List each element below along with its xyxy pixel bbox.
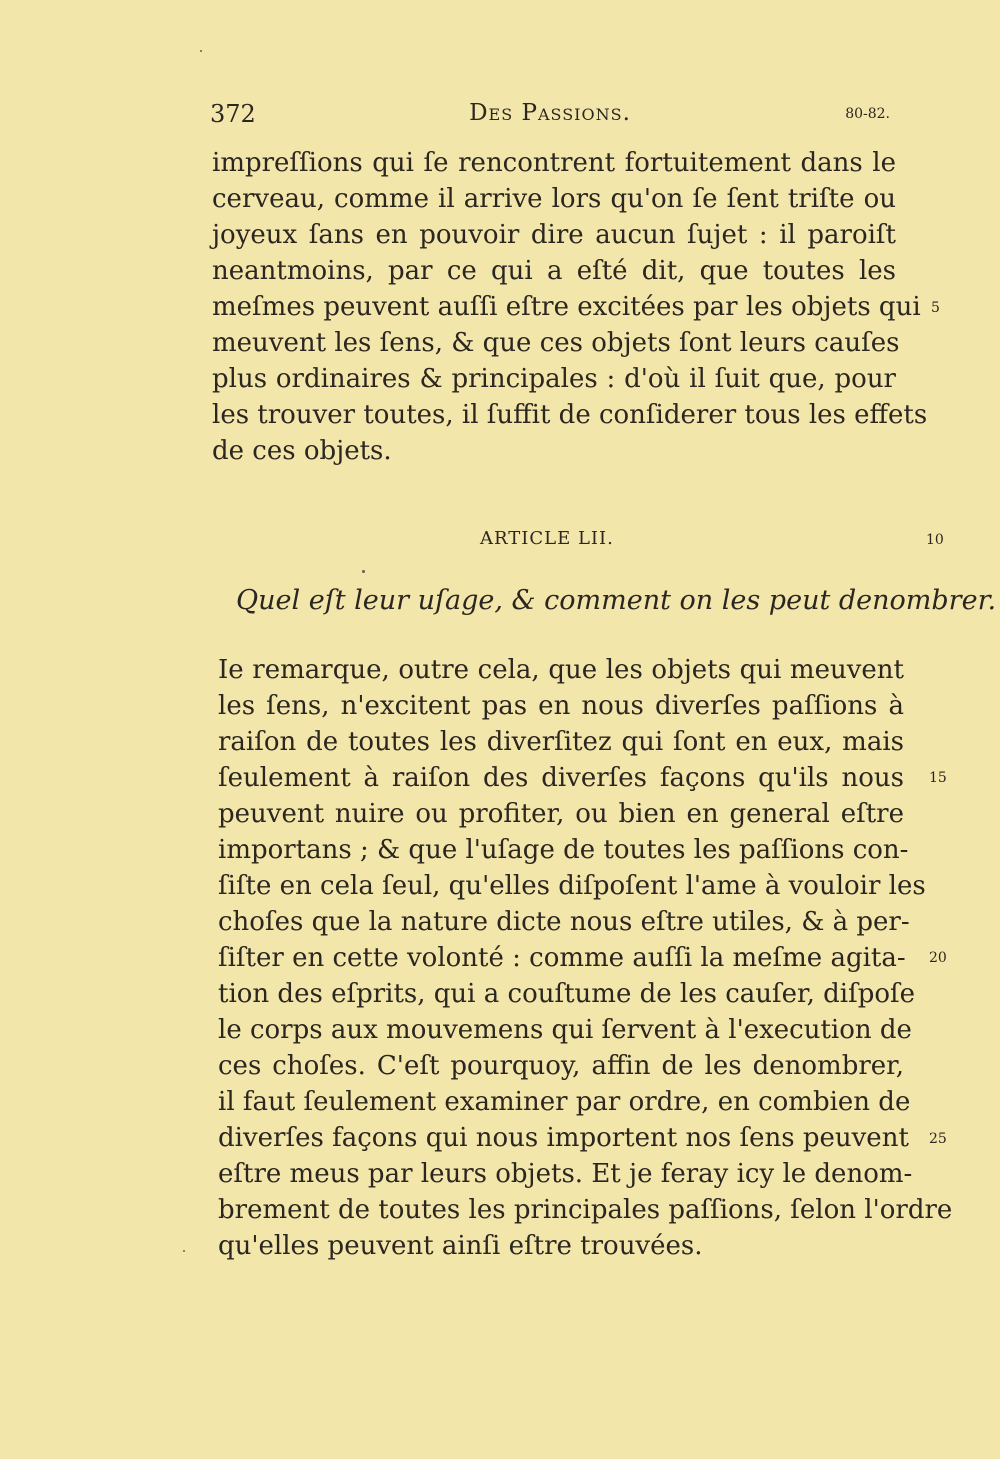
text-line: eſtre meus par leurs objets. Et je feray icy le denom- — [218, 1159, 913, 1189]
text-line: Ie remarque, outre cela, que les objets qui meuvent — [218, 655, 904, 685]
text-line: ſiſter en cette volonté : comme auſſi la meſme agita- — [218, 943, 906, 973]
page-number: 372 — [210, 100, 256, 128]
text-line: tion des eſprits, qui a couſtume de les cauſer, diſpoſe — [218, 979, 916, 1009]
text-line: meſmes peuvent auſſi eſtre excitées par les objets qui — [212, 292, 921, 322]
paragraph-continued — [212, 145, 928, 469]
text-line: qu'elles peuvent ainſi eſtre trouvées. — [218, 1231, 703, 1261]
line-number-5: 5 — [931, 300, 940, 316]
text-line: ſeulement à raiſon des diverſes façons qu'ils nous — [218, 763, 904, 793]
print-speck — [362, 570, 365, 573]
text-line: joyeux ſans en pouvoir dire aucun ſujet : il paroiſt — [212, 220, 896, 250]
article-heading: ARTICLE LII. — [480, 528, 614, 549]
text-line: plus ordinaires & principales : d'où il ſuit que, pour — [212, 364, 896, 394]
text-line: ces choſes. C'eſt pourquoy, affin de les denombrer, — [218, 1051, 904, 1081]
text-line: cerveau, comme il arrive lors qu'on ſe ſent triſte ou — [212, 184, 896, 214]
text-line: le corps aux mouvemens qui ſervent à l'execution de — [218, 1015, 912, 1045]
line-number-15: 15 — [929, 770, 947, 786]
text-line: les ſens, n'excitent pas en nous diverſes paſſions à — [218, 691, 904, 721]
article-subtitle: Quel eſt leur uſage, & comment on les peut denombrer. — [236, 585, 997, 616]
text-line: choſes que la nature dicte nous eſtre utiles, & à per- — [218, 907, 910, 937]
text-line: brement de toutes les principales paſſions, ſelon l'ordre — [218, 1195, 953, 1225]
text-line: peuvent nuire ou profiter, ou bien en general eſtre — [218, 799, 904, 829]
text-line: meuvent les ſens, & que ces objets ſont leurs cauſes — [212, 328, 900, 358]
text-line: les trouver toutes, il ſuffit de conſiderer tous les effets — [212, 400, 928, 430]
text-line: diverſes façons qui nous importent nos ſens peuvent — [218, 1123, 909, 1153]
text-line: de ces objets. — [212, 436, 392, 466]
line-number-25: 25 — [929, 1131, 947, 1147]
text-line: importans ; & que l'uſage de toutes les paſſions con- — [218, 835, 909, 865]
text-line: raiſon de toutes les diverſitez qui ſont en eux, mais — [218, 727, 904, 757]
running-title: Des Passions. — [469, 100, 631, 126]
print-speck — [200, 50, 202, 52]
print-speck — [183, 1250, 185, 1252]
text-line: neantmoins, par ce qui a eſté dit, que toutes les — [212, 256, 896, 286]
text-line: impreſſions qui ſe rencontrent fortuitement dans le — [212, 148, 896, 178]
line-number-10: 10 — [926, 532, 944, 548]
page-header — [210, 100, 890, 134]
line-number-20: 20 — [929, 950, 947, 966]
section-range: 80-82. — [845, 106, 890, 122]
text-line: ſiſte en cela ſeul, qu'elles diſpoſent l'ame à vouloir les — [218, 871, 926, 901]
text-line: il faut ſeulement examiner par ordre, en combien de — [218, 1087, 911, 1117]
